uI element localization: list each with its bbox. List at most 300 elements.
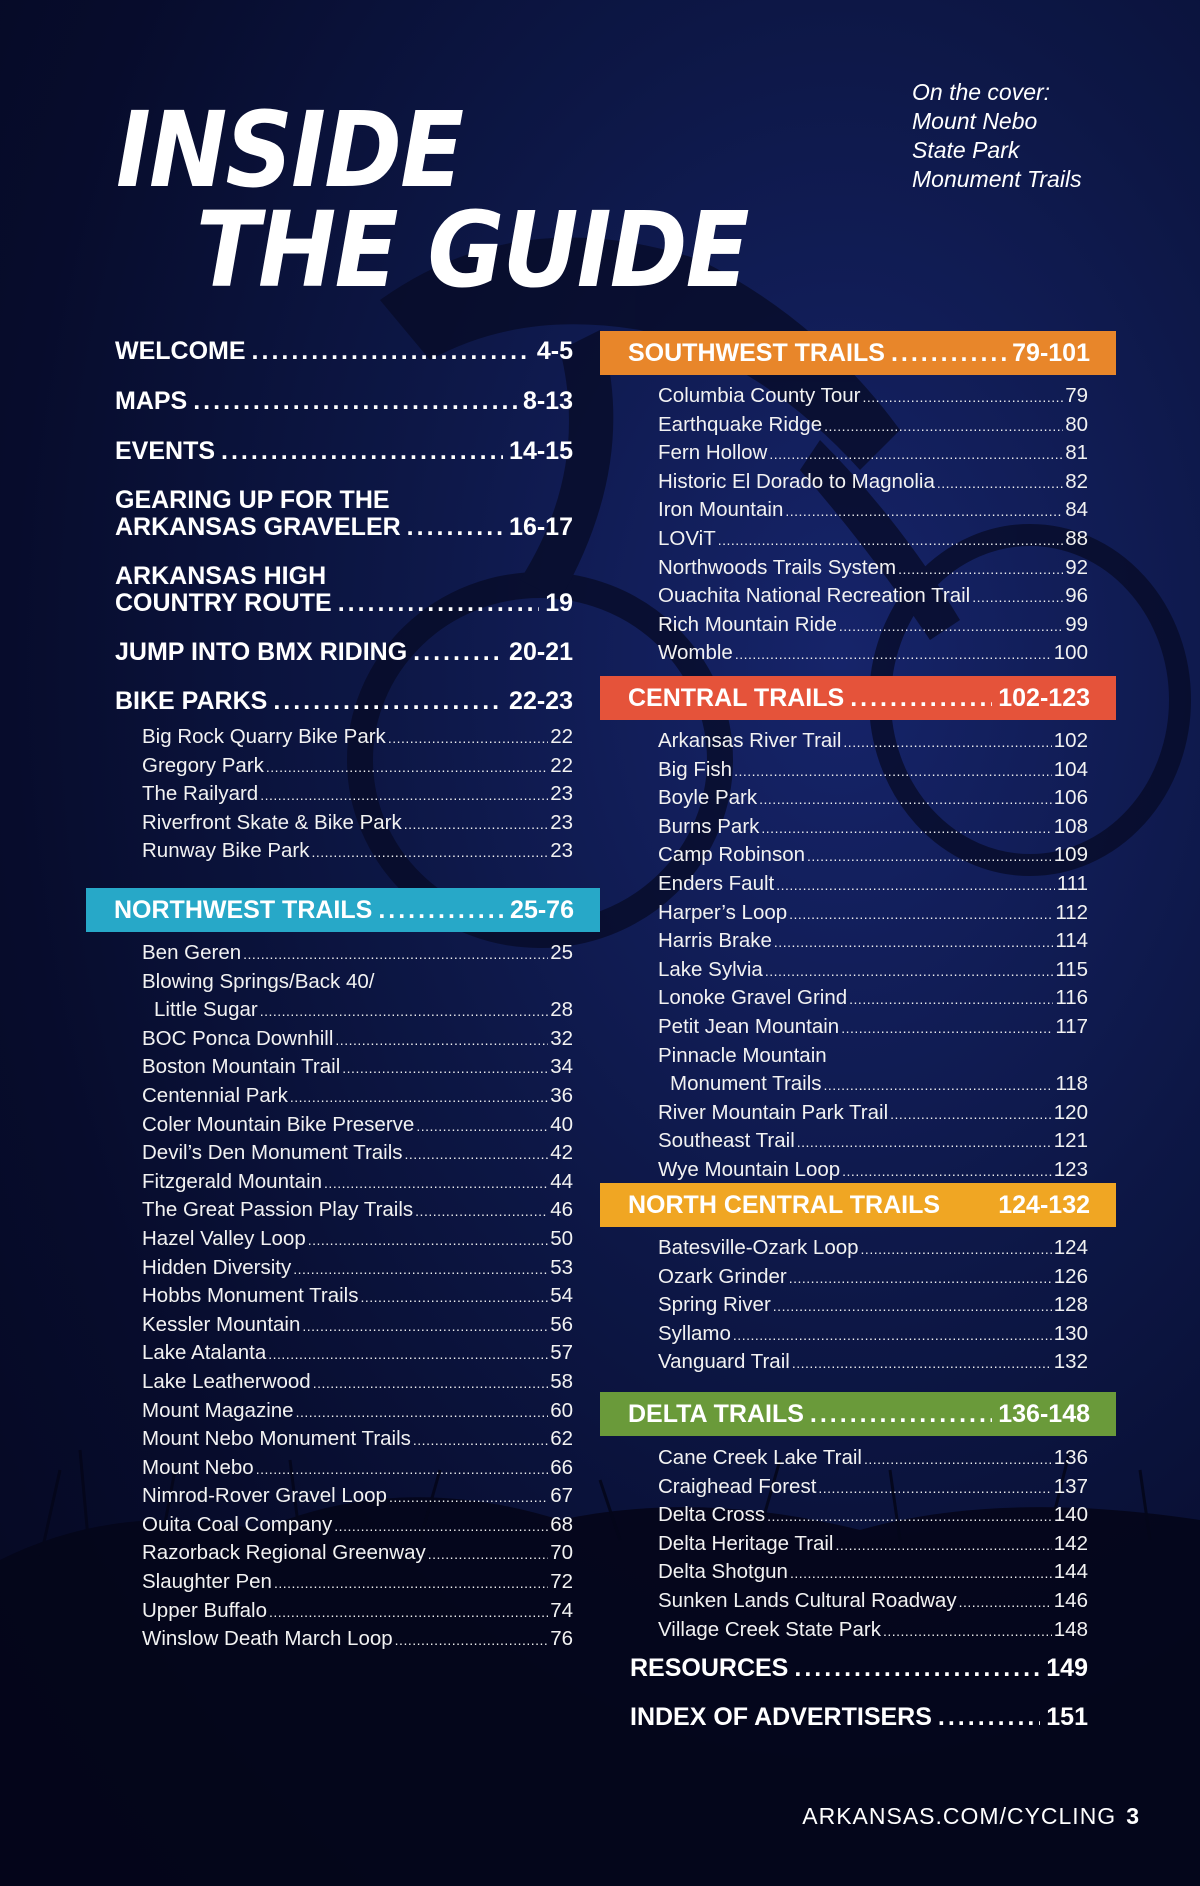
item-page: 70 (550, 1541, 573, 1565)
item-page: 128 (1053, 1293, 1088, 1317)
list-item[interactable] (142, 1196, 573, 1225)
list-item[interactable] (142, 1225, 573, 1254)
dot-leader (824, 1071, 1054, 1100)
item-name: Monument Trails (670, 1072, 822, 1096)
section-label: DELTA TRAILS (628, 1399, 804, 1428)
item-name: Little Sugar (154, 998, 258, 1022)
dot-leader (891, 339, 1006, 368)
list-item[interactable] (142, 1168, 573, 1197)
item-page: 74 (550, 1598, 573, 1622)
dot-leader (794, 1655, 1040, 1682)
item-name: Fitzgerald Mountain (142, 1169, 323, 1193)
list-item[interactable] (658, 870, 1088, 899)
list-item[interactable] (658, 1320, 1088, 1349)
item-page: 92 (1065, 555, 1088, 579)
dot-leader (789, 900, 1053, 929)
list-item[interactable] (142, 1368, 573, 1397)
dot-leader (221, 438, 503, 465)
dot-leader (324, 1169, 548, 1198)
dot-leader (790, 1559, 1052, 1588)
item-page: 58 (550, 1369, 573, 1393)
item-page: 23 (550, 839, 573, 863)
dot-leader (849, 985, 1053, 1014)
item-page: 109 (1053, 843, 1088, 867)
list-item[interactable] (658, 1013, 1088, 1042)
list-item[interactable] (142, 1482, 573, 1511)
dot-leader (311, 838, 548, 867)
section-pages: 102-123 (998, 683, 1090, 712)
list-item[interactable] (658, 382, 1088, 411)
item-name: Mount Nebo Monument Trails (142, 1427, 411, 1451)
item-name: Historic El Dorado to Magnolia (658, 469, 935, 493)
item-name: Devil’s Den Monument Trails (142, 1141, 403, 1165)
item-name: Delta Heritage Trail (658, 1531, 834, 1555)
item-name: Spring River (658, 1293, 771, 1317)
item-name: Hazel Valley Loop (142, 1226, 306, 1250)
dot-leader (797, 1128, 1052, 1157)
dot-leader (416, 1112, 548, 1141)
dot-leader (360, 1283, 548, 1312)
northwest-trails-list (142, 939, 573, 1654)
toc-events[interactable] (115, 438, 573, 465)
item-page: 123 (1053, 1157, 1088, 1181)
toc-pages: 20-21 (509, 638, 573, 666)
item-name: Ouachita National Recreation Trail (658, 584, 971, 608)
dot-leader (890, 1100, 1052, 1129)
item-name: Mount Nebo (142, 1455, 254, 1479)
section-pages: 25-76 (510, 895, 574, 924)
page-number: 3 (1126, 1803, 1140, 1829)
item-name: Sunken Lands Cultural Roadway (658, 1588, 957, 1612)
item-page: 22 (550, 753, 573, 777)
item-name: Runway Bike Park (142, 839, 310, 863)
dot-leader (842, 1157, 1052, 1186)
item-page: 54 (550, 1284, 573, 1308)
item-page: 117 (1055, 1014, 1088, 1038)
list-item[interactable] (142, 1539, 573, 1568)
item-page: 146 (1053, 1588, 1088, 1612)
dot-leader (972, 583, 1063, 612)
item-name: Lake Leatherwood (142, 1369, 311, 1393)
item-page: 44 (550, 1169, 573, 1193)
section-label: CENTRAL TRAILS (628, 683, 845, 712)
list-item[interactable] (658, 727, 1088, 756)
list-item[interactable] (658, 1156, 1088, 1185)
section-north-central-trails[interactable] (600, 1183, 1116, 1227)
item-page: 114 (1055, 929, 1088, 953)
item-page: 108 (1053, 814, 1088, 838)
list-item[interactable] (142, 1568, 573, 1597)
item-page: 116 (1055, 986, 1088, 1010)
dot-leader (389, 1483, 548, 1512)
item-name: Winslow Death March Loop (142, 1627, 393, 1651)
toc-pages: 151 (1046, 1703, 1088, 1731)
dot-leader (274, 1569, 548, 1598)
item-page: 111 (1056, 871, 1088, 895)
item-page: 42 (550, 1141, 573, 1165)
item-name: Batesville-Ozark Loop (658, 1236, 859, 1259)
list-item[interactable] (658, 525, 1088, 554)
dot-leader (388, 724, 548, 753)
list-item[interactable] (142, 1282, 573, 1311)
list-item[interactable] (142, 723, 573, 752)
section-pages: 136-148 (998, 1399, 1090, 1428)
item-page: 76 (550, 1627, 573, 1651)
dot-leader (290, 1083, 548, 1112)
item-page: 84 (1065, 498, 1088, 522)
list-item[interactable] (142, 1254, 573, 1283)
toc-pages: 14-15 (509, 437, 573, 465)
item-page: 99 (1065, 612, 1088, 636)
list-item[interactable] (658, 1042, 1088, 1071)
list-item[interactable] (658, 468, 1088, 497)
item-page: 124 (1053, 1236, 1088, 1259)
dot-leader (937, 469, 1063, 498)
section-label: SOUTHWEST TRAILS (628, 338, 885, 367)
list-item[interactable] (658, 784, 1088, 813)
list-item[interactable] (658, 554, 1088, 583)
item-page: 144 (1053, 1560, 1088, 1584)
list-item[interactable] (658, 639, 1088, 668)
section-central-trails[interactable] (600, 676, 1116, 720)
dot-leader (862, 383, 1063, 412)
list-item[interactable] (658, 1263, 1088, 1292)
cover-caption (912, 78, 1172, 194)
section-northwest-trails[interactable] (86, 888, 600, 932)
list-item[interactable] (142, 1139, 573, 1168)
item-page: 80 (1065, 412, 1088, 436)
dot-leader (338, 590, 540, 617)
item-page: 120 (1053, 1100, 1088, 1124)
toc-pages: 19 (545, 589, 573, 617)
toc-label: MAPS (115, 387, 188, 415)
list-item[interactable] (142, 1425, 573, 1454)
item-name: Delta Cross (658, 1503, 766, 1527)
toc-pages: 16-17 (509, 513, 573, 541)
item-name: Harris Brake (658, 929, 772, 953)
dot-leader (785, 497, 1063, 526)
item-name: Village Creek State Park (658, 1617, 881, 1641)
list-item[interactable] (142, 1311, 573, 1340)
item-name: Ben Geren (142, 941, 242, 964)
item-page: 32 (550, 1026, 573, 1050)
dot-leader (296, 1398, 549, 1427)
item-page: 132 (1053, 1350, 1088, 1374)
item-page: 53 (550, 1255, 573, 1279)
toc-pages: 8-13 (522, 387, 573, 415)
dot-leader (841, 1014, 1053, 1043)
list-item[interactable] (142, 1082, 573, 1111)
item-name: Ouita Coal Company (142, 1512, 333, 1536)
item-page: 46 (550, 1198, 573, 1222)
item-page: 126 (1053, 1264, 1088, 1288)
item-page: 102 (1053, 729, 1088, 752)
list-item[interactable] (658, 984, 1088, 1013)
list-item[interactable] (142, 837, 573, 866)
dot-leader (810, 1400, 992, 1429)
item-name: Delta Shotgun (658, 1560, 788, 1584)
dot-leader (268, 1340, 548, 1369)
toc-label: COUNTRY ROUTE (115, 589, 332, 617)
dot-leader (334, 1512, 548, 1541)
list-item[interactable] (658, 496, 1088, 525)
list-item[interactable] (142, 1397, 573, 1426)
item-name: Lonoke Gravel Grind (658, 986, 848, 1010)
dot-leader (773, 1292, 1052, 1321)
toc-label: RESOURCES (630, 1654, 789, 1682)
north-central-trails-list (658, 1234, 1088, 1377)
item-name: Big Rock Quarry Bike Park (142, 725, 386, 748)
dot-leader (256, 1455, 549, 1484)
list-item[interactable] (658, 1530, 1088, 1559)
item-name: Columbia County Tour (658, 384, 861, 407)
section-delta-trails[interactable] (600, 1392, 1116, 1436)
cover-caption-line: Monument Trails (912, 166, 1082, 192)
list-item[interactable] (142, 1053, 573, 1082)
item-page: 57 (550, 1341, 573, 1365)
item-name: Northwoods Trails System (658, 555, 897, 579)
item-page: 67 (550, 1484, 573, 1508)
item-name: River Mountain Park Trail (658, 1100, 889, 1124)
dot-leader (850, 684, 992, 713)
item-page: 60 (550, 1398, 573, 1422)
cover-caption-line: State Park (912, 137, 1020, 163)
toc-resources[interactable] (630, 1655, 1088, 1682)
item-page: 34 (550, 1055, 573, 1079)
page-title-line-2: THE GUIDE (196, 189, 748, 311)
item-name: Cane Creek Lake Trail (658, 1446, 862, 1469)
section-southwest-trails[interactable] (600, 331, 1116, 375)
item-name: LOViT (658, 526, 716, 550)
page-title-line-1: INSIDE (116, 89, 463, 211)
list-item[interactable] (142, 1597, 573, 1626)
item-page: 40 (550, 1112, 573, 1136)
list-item[interactable] (658, 841, 1088, 870)
list-item[interactable] (658, 956, 1088, 985)
dot-leader (759, 785, 1052, 814)
item-name: Lake Sylvia (658, 957, 763, 981)
item-name: Centennial Park (142, 1083, 288, 1107)
item-page: 66 (550, 1455, 573, 1479)
item-page: 56 (550, 1312, 573, 1336)
list-item[interactable] (142, 1025, 573, 1054)
item-name: Iron Mountain (658, 498, 784, 522)
list-item[interactable] (142, 780, 573, 809)
item-name: Ozark Grinder (658, 1264, 787, 1288)
item-name: Gregory Park (142, 753, 264, 777)
item-page: 137 (1053, 1474, 1088, 1498)
list-item[interactable] (142, 752, 573, 781)
dot-leader (378, 896, 504, 925)
item-page: 88 (1065, 526, 1088, 550)
toc-index-of-advertisers[interactable] (630, 1704, 1088, 1731)
item-name: Mount Magazine (142, 1398, 294, 1422)
item-name: Wye Mountain Loop (658, 1157, 841, 1181)
dot-leader (335, 1026, 548, 1055)
item-name: Vanguard Trail (658, 1350, 790, 1374)
section-pages: 124-132 (998, 1190, 1090, 1219)
dot-leader (774, 928, 1053, 957)
footer-url[interactable]: ARKANSAS.COM/CYCLING (802, 1803, 1117, 1829)
dot-leader (252, 338, 531, 365)
dot-leader (266, 753, 548, 782)
list-item[interactable] (658, 1348, 1088, 1377)
item-page: 106 (1053, 786, 1088, 810)
page-footer (802, 1803, 1140, 1830)
toc-label: ARKANSAS GRAVELER (115, 513, 401, 541)
item-page: 140 (1053, 1503, 1088, 1527)
dot-leader (789, 1264, 1052, 1293)
list-item[interactable] (658, 1099, 1088, 1128)
item-page: 130 (1053, 1321, 1088, 1345)
list-item[interactable] (658, 927, 1088, 956)
item-page: 72 (550, 1570, 573, 1594)
delta-trails-list (658, 1444, 1088, 1644)
dot-leader (260, 997, 548, 1026)
dot-leader (824, 412, 1063, 441)
item-page: 112 (1055, 900, 1088, 924)
item-name: Arkansas River Trail (658, 729, 842, 752)
item-page: 142 (1053, 1531, 1088, 1555)
dot-leader (883, 1617, 1052, 1646)
dot-leader (776, 871, 1055, 900)
list-item[interactable] (658, 813, 1088, 842)
dot-leader (767, 1502, 1052, 1531)
list-item[interactable] (658, 1291, 1088, 1320)
list-item[interactable] (142, 939, 573, 968)
item-page: 68 (550, 1512, 573, 1536)
central-trails-list (658, 727, 1088, 1185)
item-name: Razorback Regional Greenway (142, 1541, 426, 1565)
list-item[interactable] (658, 1473, 1088, 1502)
dot-leader (415, 1197, 548, 1226)
item-page: 62 (550, 1427, 573, 1451)
item-page: 23 (550, 810, 573, 834)
dot-leader (734, 757, 1052, 786)
section-pages: 79-101 (1012, 338, 1090, 367)
toc-label: BIKE PARKS (115, 687, 268, 715)
dot-leader (428, 1540, 548, 1569)
list-item[interactable] (658, 411, 1088, 440)
list-item[interactable] (658, 756, 1088, 785)
dot-leader (839, 612, 1063, 641)
dot-leader (807, 842, 1052, 871)
list-item[interactable] (658, 1587, 1088, 1616)
item-page: 28 (550, 998, 573, 1022)
list-item[interactable] (658, 582, 1088, 611)
list-item[interactable] (142, 996, 573, 1025)
dot-leader (735, 640, 1052, 669)
item-name: Petit Jean Mountain (658, 1014, 840, 1038)
item-name: Rich Mountain Ride (658, 612, 837, 636)
item-name: Lake Atalanta (142, 1341, 267, 1365)
cover-caption-line: On the cover: (912, 79, 1051, 105)
toc-welcome[interactable] (115, 338, 573, 365)
section-label: NORTHWEST TRAILS (114, 895, 373, 924)
dot-leader (405, 1140, 549, 1169)
item-name: The Great Passion Play Trails (142, 1198, 414, 1222)
list-item[interactable] (658, 1127, 1088, 1156)
item-page: 79 (1065, 384, 1088, 407)
bike-parks-list (142, 723, 573, 866)
dot-leader (733, 1321, 1052, 1350)
list-item[interactable] (658, 1558, 1088, 1587)
list-item[interactable] (658, 1616, 1088, 1645)
dot-leader (273, 688, 503, 715)
cover-caption-line: Mount Nebo (912, 108, 1038, 134)
dot-leader (898, 555, 1063, 584)
toc-bike-parks[interactable] (115, 688, 573, 715)
dot-leader (843, 728, 1051, 757)
item-name: Pinnacle Mountain (658, 1043, 827, 1067)
southwest-trails-list (658, 382, 1088, 668)
item-page: 148 (1053, 1617, 1088, 1641)
item-name: Womble (658, 641, 733, 665)
list-item[interactable] (142, 1454, 573, 1483)
item-name: Boyle Park (658, 786, 758, 810)
list-item[interactable] (658, 1234, 1088, 1263)
dot-leader (293, 1255, 548, 1284)
list-item[interactable] (142, 968, 573, 997)
item-page: 23 (550, 782, 573, 806)
item-name: Hobbs Monument Trails (142, 1284, 359, 1308)
dot-leader (792, 1349, 1052, 1378)
dot-leader (835, 1531, 1051, 1560)
item-name: Upper Buffalo (142, 1598, 267, 1622)
toc-graveler[interactable] (115, 514, 573, 541)
dot-leader (313, 1369, 549, 1398)
toc-high-country[interactable] (115, 590, 573, 617)
item-page: 36 (550, 1083, 573, 1107)
dot-leader (938, 1704, 1040, 1731)
item-name: Nimrod-Rover Gravel Loop (142, 1484, 387, 1508)
list-item[interactable] (142, 1339, 573, 1368)
item-name: Earthquake Ridge (658, 412, 823, 436)
dot-leader (260, 781, 548, 810)
toc-pages: 149 (1046, 1654, 1088, 1682)
toc-label: WELCOME (115, 337, 246, 365)
item-name: Burns Park (658, 814, 760, 838)
toc-maps[interactable] (115, 388, 573, 415)
list-item[interactable] (658, 1444, 1088, 1473)
toc-bmx[interactable] (115, 639, 573, 666)
item-page: 118 (1055, 1072, 1088, 1096)
list-item[interactable] (658, 439, 1088, 468)
list-item[interactable] (658, 611, 1088, 640)
item-name: Fern Hollow (658, 441, 768, 465)
list-item[interactable] (658, 899, 1088, 928)
list-item[interactable] (142, 1511, 573, 1540)
item-page: 121 (1053, 1129, 1088, 1153)
toc-label: INDEX OF ADVERTISERS (630, 1703, 932, 1731)
dot-leader (193, 388, 517, 415)
dot-leader (407, 514, 503, 541)
toc-pages: 22-23 (509, 687, 573, 715)
item-page: 115 (1055, 957, 1088, 981)
item-name: BOC Ponca Downhill (142, 1026, 334, 1050)
list-item[interactable] (142, 809, 573, 838)
list-item[interactable] (142, 1625, 573, 1654)
item-name: Enders Fault (658, 871, 775, 895)
dot-leader (243, 940, 548, 969)
section-label: NORTH CENTRAL TRAILS (628, 1190, 941, 1219)
list-item[interactable] (658, 1501, 1088, 1530)
page-title (116, 89, 809, 311)
dot-leader (404, 810, 548, 839)
dot-leader (864, 1445, 1052, 1474)
list-item[interactable] (658, 1070, 1088, 1099)
list-item[interactable] (142, 1111, 573, 1140)
